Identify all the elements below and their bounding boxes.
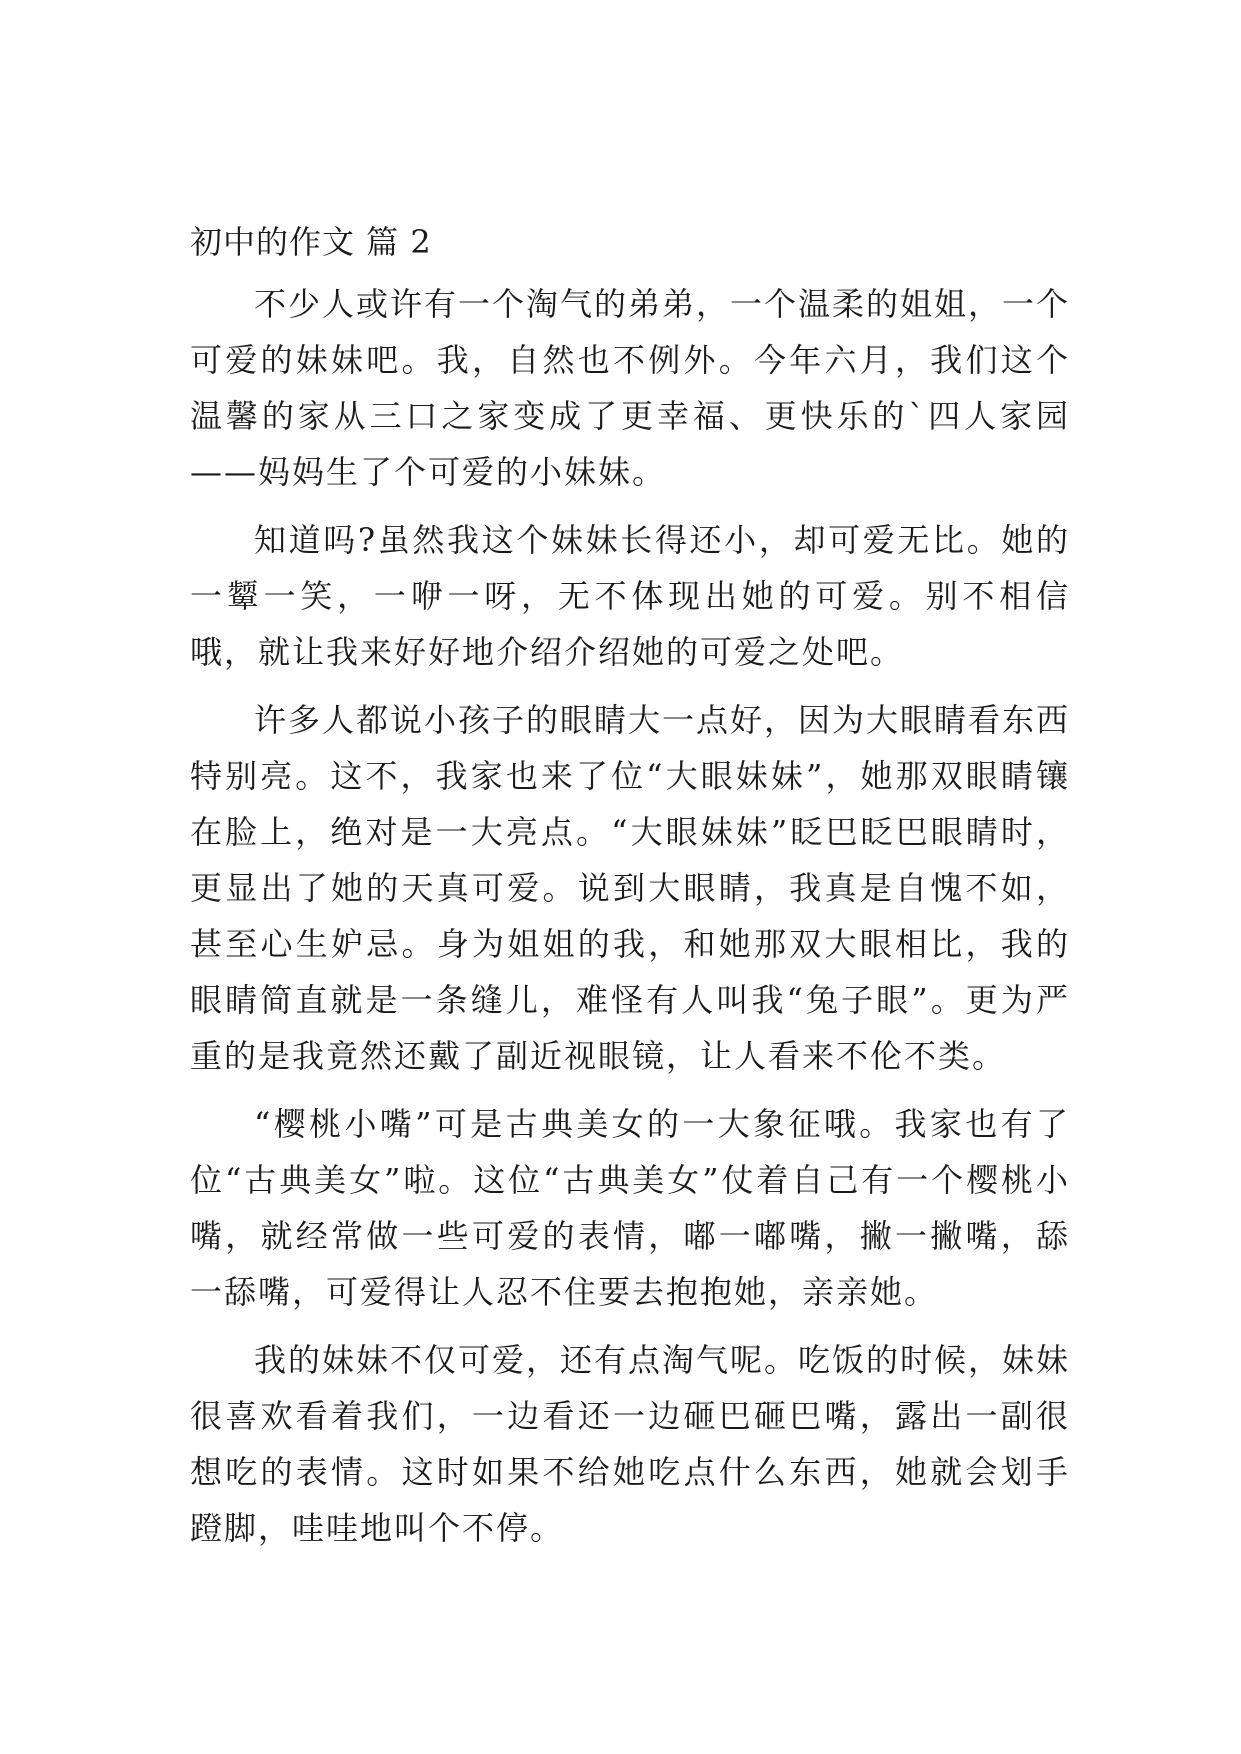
paragraph-5: 我的妹妹不仅可爱，还有点淘气呢。吃饭的时候，妹妹很喜欢看着我们，一边看还一边砸巴砸巴嘴，露出一副很想吃的表情。这时如果不给她吃点什么东西，她就会划手蹬脚，哇哇地叫个不停。 [190,1341,1071,1547]
paragraph-1: 不少人或许有一个淘气的弟弟，一个温柔的姐姐，一个可爱的妹妹吧。我，自然也不例外。今年六月，我们这个温馨的家从三口之家变成了更幸福、更快乐的`四人家园——妈妈生了个可爱的小妹妹。 [190,285,1071,491]
paragraph-3: 许多人都说小孩子的眼睛大一点好，因为大眼睛看东西特别亮。这不，我家也来了位“大眼妹妹”，她那双眼睛镶在脸上，绝对是一大亮点。“大眼妹妹”眨巴眨巴眼睛时，更显出了她的天真可爱。说到大眼睛，我真是自愧不如，甚至心生妒忌。身为姐姐的我，和她那双大眼相比，我的眼睛简直就是一条缝儿，难怪有人叫我“兔子眼”。更为严重的是我竟然还戴了副近视眼镜，让人看来不伦不类。 [190,701,1071,1075]
paragraph-4: “樱桃小嘴”可是古典美女的一大象征哦。我家也有了位“古典美女”啦。这位“古典美女”仗着自己有一个樱桃小嘴，就经常做一些可爱的表情，嘟一嘟嘴，撇一撇嘴，舔一舔嘴，可爱得让人忍不住要去抱抱她，亲亲她。 [190,1105,1070,1311]
paragraph-gap [190,500,1070,512]
document-body [190,214,1070,1556]
document-title: 初中的作文 篇 2 [190,223,432,261]
paragraph-2: 知道吗?虽然我这个妹妹长得还小，却可爱无比。她的一颦一笑，一咿一呀，无不体现出她的可爱。别不相信哦，就让我来好好地介绍介绍她的可爱之处吧。 [190,521,1070,671]
paragraph-gap [190,1084,1070,1096]
paragraph-gap [190,1320,1070,1332]
paragraph-gap [190,680,1070,692]
